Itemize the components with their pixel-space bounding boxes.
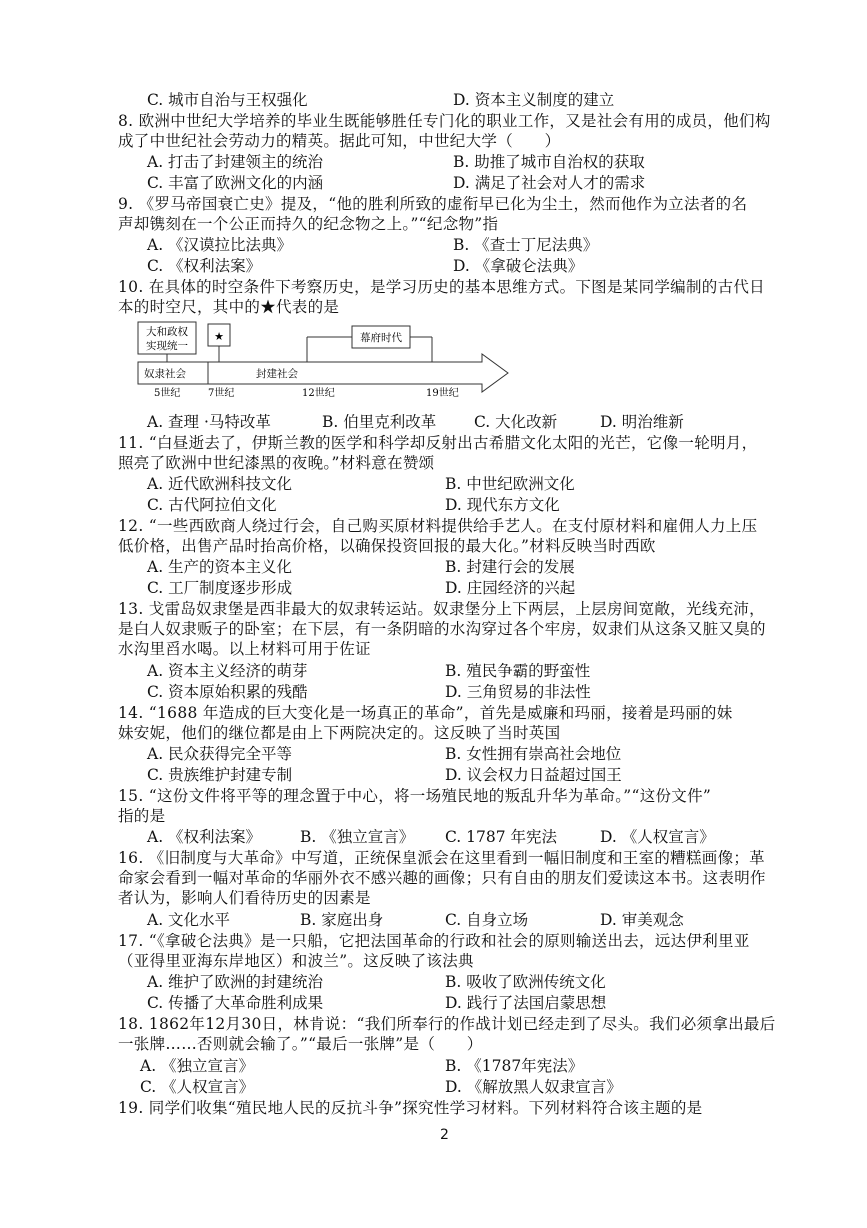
q12-option-d: D. 庄园经济的兴起 xyxy=(445,579,576,597)
q18-option-a: A. 《独立宣言》 xyxy=(140,1057,255,1075)
timeline-seg-feudal: 封建社会 xyxy=(256,368,298,380)
q16-stem-line3: 者认为，影响人们看待历史的因素是 xyxy=(118,889,371,907)
q10-stem-line1: 10. 在具体的时空条件下考察历史，是学习历史的基本思维方式。下图是某同学编制的古代日 xyxy=(118,278,765,296)
q9-option-c: C. 《权利法案》 xyxy=(147,257,262,275)
q14-stem-line2: 妹安妮，他们的继位都是由上下两院决定的。这反映了当时英国 xyxy=(118,724,561,742)
q12-stem-line1: 12. “一些西欧商人绕过行会，自己购买原材料提供给手艺人。在支付原材料和雇佣人力上压 xyxy=(118,517,758,535)
q15-option-a: A. 《权利法案》 xyxy=(147,828,262,846)
timeline-seg-slave: 奴隶社会 xyxy=(144,368,186,380)
timeline-arrow xyxy=(138,354,508,392)
timeline-tick-12c: 12世纪 xyxy=(302,388,335,399)
q18-stem-line2: 一张牌……否则就会输了。”“最后一张牌”是（ ） xyxy=(118,1035,483,1053)
q17-stem-line2: （亚得里亚海东岸地区）和波兰”。这反映了该法典 xyxy=(118,952,474,970)
q8-stem-line2: 成了中世纪社会劳动力的精英。据此可知，中世纪大学（ ） xyxy=(118,132,561,150)
q11-option-b: B. 中世纪欧洲文化 xyxy=(445,475,575,493)
q13-option-c: C. 资本原始积累的残酷 xyxy=(147,683,308,701)
q16-stem-line2: 命家会看到一幅对革命的华丽外衣不感兴趣的画像；只有自由的朋友们爱读这本书。这表明作 xyxy=(118,869,766,887)
q14-option-a: A. 民众获得完全平等 xyxy=(147,745,293,763)
timeline-box-yamato-line1: 大和政权 xyxy=(146,326,188,338)
page-number: 2 xyxy=(440,1127,449,1143)
q13-option-a: A. 资本主义经济的萌芽 xyxy=(147,662,308,680)
q15-stem-line1: 15. “这份文件将平等的理念置于中心，将一场殖民地的叛乱升华为革命。”“这份文件” xyxy=(118,787,712,805)
q10-option-b: B. 伯里克利改革 xyxy=(322,413,437,431)
q9-option-a: A. 《汉谟拉比法典》 xyxy=(147,236,293,254)
q12-option-c: C. 工厂制度逐步形成 xyxy=(147,579,293,597)
q9-stem-line2: 声却镌刻在一个公正而持久的纪念物之上。”“纪念物”指 xyxy=(118,215,499,233)
q9-option-d: D. 《拿破仑法典》 xyxy=(453,257,584,275)
q11-stem-line2: 照亮了欧洲中世纪漆黑的夜晚。”材料意在赞颂 xyxy=(118,454,435,472)
timeline-tick-19c: 19世纪 xyxy=(426,388,459,399)
q15-stem-line2: 指的是 xyxy=(118,807,166,825)
timeline-tick-7c: 7世纪 xyxy=(208,388,235,399)
q15-option-d: D. 《人权宣言》 xyxy=(600,828,715,846)
q12-option-b: B. 封建行会的发展 xyxy=(445,558,575,576)
q12-option-a: A. 生产的资本主义化 xyxy=(147,558,293,576)
q7-option-d: D. 资本主义制度的建立 xyxy=(453,91,615,109)
q17-option-a: A. 维护了欧洲的封建统治 xyxy=(147,973,324,991)
q16-option-d: D. 审美观念 xyxy=(600,911,684,929)
q16-option-c: C. 自身立场 xyxy=(445,911,529,929)
timeline-box-yamato-line2: 实现统一 xyxy=(146,340,188,352)
q13-stem-line2: 是白人奴隶贩子的卧室；在下层，有一条阴暗的水沟穿过各个牢房，奴隶们从这条又脏又臭的 xyxy=(118,620,766,638)
q15-option-c: C. 1787 年宪法 xyxy=(445,828,558,846)
q7-option-c: C. 城市自治与王权强化 xyxy=(147,91,308,109)
q17-option-b: B. 吸收了欧洲传统文化 xyxy=(445,973,606,991)
timeline-star: ★ xyxy=(214,330,224,343)
q8-option-c: C. 丰富了欧洲文化的内涵 xyxy=(147,174,324,192)
q17-stem-line1: 17. “《拿破仑法典》是一只船，它把法国革命的行政和社会的原则输送出去，远达伊利里亚 xyxy=(118,932,750,950)
q18-stem-line1: 18. 1862年12月30日，林肯说：“我们所奉行的作战计划已经走到了尽头。我们必须拿出最后 xyxy=(118,1015,776,1033)
timeline-tick-5c: 5世纪 xyxy=(154,388,181,399)
q8-option-a: A. 打击了封建领主的统治 xyxy=(147,153,324,171)
q10-option-a: A. 查理 ·马特改革 xyxy=(147,413,271,431)
q14-option-c: C. 贵族维护封建专制 xyxy=(147,766,293,784)
q18-option-c: C. 《人权宣言》 xyxy=(140,1078,255,1096)
q9-option-b: B. 《查士丁尼法典》 xyxy=(453,236,599,254)
q14-option-b: B. 女性拥有崇高社会地位 xyxy=(445,745,622,763)
q8-stem-line1: 8. 欧洲中世纪大学培养的毕业生既能够胜任专门化的职业工作，又是社会有用的成员，他们构 xyxy=(118,112,771,130)
q13-option-d: D. 三角贸易的非法性 xyxy=(445,683,591,701)
q14-stem-line1: 14. “1688 年造成的巨大变化是一场真正的革命”，首先是威廉和玛丽，接着是玛丽的妹 xyxy=(118,704,733,722)
q9-stem-line1: 9. 《罗马帝国衰亡史》提及，“他的胜利所致的虚衔早已化为尘土，然而他作为立法者的名 xyxy=(118,195,748,213)
q16-option-b: B. 家庭出身 xyxy=(300,911,384,929)
q8-option-b: B. 助推了城市自治权的获取 xyxy=(453,153,645,171)
q13-stem-line1: 13. 戈雷岛奴隶堡是西非最大的奴隶转运站。奴隶堡分上下两层，上层房间宽敞，光线充沛， xyxy=(118,600,765,618)
q11-stem-line1: 11. “白昼逝去了，伊斯兰教的医学和科学却反射出古希腊文化太阳的光芒，它像一轮明月， xyxy=(118,434,758,452)
q17-option-d: D. 践行了法国启蒙思想 xyxy=(445,994,607,1012)
q8-option-d: D. 满足了社会对人才的需求 xyxy=(453,174,646,192)
q17-option-c: C. 传播了大革命胜利成果 xyxy=(147,994,324,1012)
q18-option-b: B. 《1787年宪法》 xyxy=(445,1057,584,1075)
q14-option-d: D. 议会权力日益超过国王 xyxy=(445,766,622,784)
q16-stem-line1: 16. 《旧制度与大革命》中写道，正统保皇派会在这里看到一幅旧制度和王室的糟糕画像；革 xyxy=(118,849,765,867)
q19-stem-line1: 19. 同学们收集“殖民地人民的反抗斗争”探究性学习材料。下列材料符合该主题的是 xyxy=(118,1099,703,1117)
q10-option-d: D. 明治维新 xyxy=(600,413,684,431)
q13-option-b: B. 殖民争霸的野蛮性 xyxy=(445,662,591,680)
q16-option-a: A. 文化水平 xyxy=(147,911,231,929)
q13-stem-line3: 水沟里舀水喝。以上材料可用于佐证 xyxy=(118,640,371,658)
q10-stem-line2: 本的时空尺，其中的★代表的是 xyxy=(118,298,340,316)
q12-stem-line2: 低价格，出售产品时抬高价格，以确保投资回报的最大化。”材料反映当时西欧 xyxy=(118,537,656,555)
q11-option-c: C. 古代阿拉伯文化 xyxy=(147,496,277,514)
q18-option-d: D. 《解放黑人奴隶宣言》 xyxy=(445,1078,622,1096)
japan-timeline-diagram xyxy=(130,318,520,400)
timeline-box-shogunate-label: 幕府时代 xyxy=(360,332,402,344)
q11-option-a: A. 近代欧洲科技文化 xyxy=(147,475,293,493)
q10-option-c: C. 大化改新 xyxy=(474,413,558,431)
q11-option-d: D. 现代东方文化 xyxy=(445,496,560,514)
q15-option-b: B. 《独立宣言》 xyxy=(300,828,415,846)
